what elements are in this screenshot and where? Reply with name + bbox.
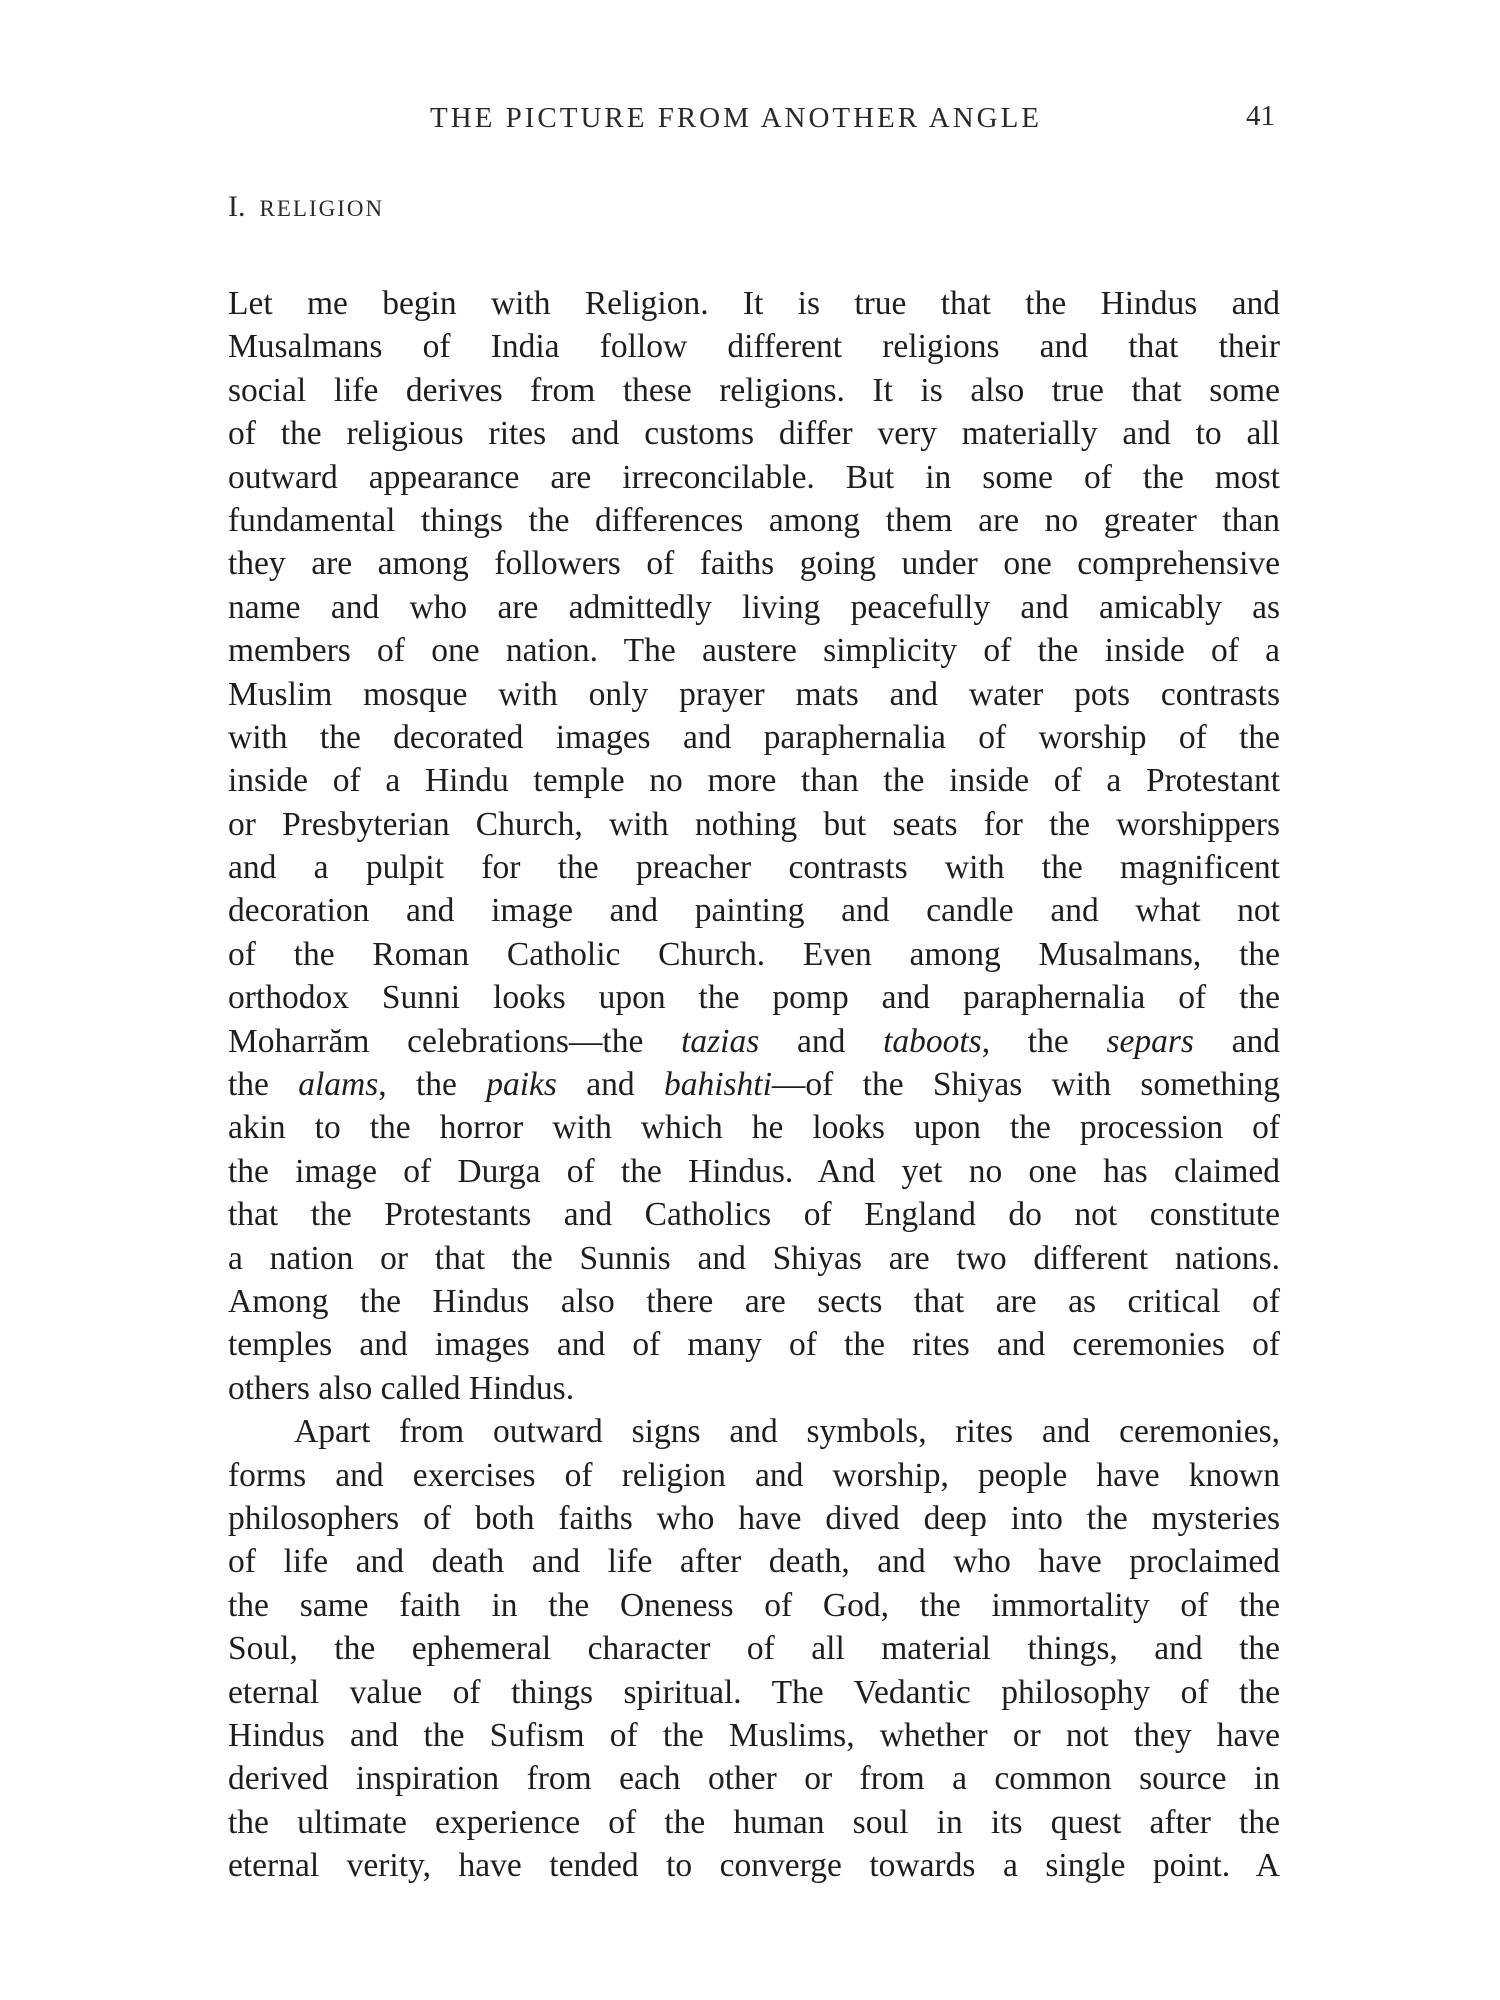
text-segment: akin to the horror with which he looks upon the procession of [228,1109,1280,1147]
text-line [228,1020,1280,1063]
running-head: THE PICTURE FROM ANOTHER ANGLE [430,102,1043,134]
text-segment: social life derives from these religions. It is also true that some [228,371,1280,409]
text-segment: the image of Durga of the Hindus. And yet no one has claimed [228,1152,1280,1190]
text-segment: they are among followers of faiths going under one comprehensive [228,545,1280,583]
text-segment: , the [378,1066,487,1104]
text-segment: members of one nation. The austere simplicity of the inside of a [228,632,1280,670]
italic-term: paiks [486,1066,557,1104]
text-line [228,1801,1280,1844]
text-line [228,325,1280,368]
text-segment: Soul, the ephemeral character of all material things, and the [228,1630,1280,1668]
text-segment: philosophers of both faiths who have dived deep into the mysteries [228,1499,1280,1537]
text-line [228,933,1280,976]
page-number: 41 [1246,100,1275,132]
text-line [228,716,1280,759]
text-segment: orthodox Sunni looks upon the pomp and paraphernalia of the [228,979,1280,1017]
text-line [228,456,1280,499]
text-segment: Hindus and the Sufism of the Muslims, whether or not they have [228,1716,1280,1754]
text-line [228,282,1280,325]
text-segment: eternal value of things spiritual. The Vedantic philosophy of the [228,1673,1280,1711]
section-title: RELIGION [259,196,385,221]
section-number: I. [228,190,246,223]
text-segment: temples and images and of many of the rites and ceremonies of [228,1326,1280,1364]
text-segment: or Presbyterian Church, with nothing but seats for the worshippers [228,805,1280,843]
text-line [228,1454,1280,1497]
italic-term: alams [298,1066,379,1104]
text-line [228,1627,1280,1670]
text-line [228,1063,1280,1106]
text-segment: the same faith in the Oneness of God, the immortality of the [228,1586,1280,1624]
text-segment: Among the Hindus also there are sects that are as critical of [228,1282,1280,1320]
body-text [228,282,1280,1887]
text-segment: a nation or that the Sunnis and Shiyas are two different nations. [228,1239,1280,1277]
text-segment: inside of a Hindu temple no more than the inside of a Protestant [228,762,1280,800]
text-segment: Let me begin with Religion. It is true that the Hindus and [228,285,1280,322]
text-segment: Musalmans of India follow different religions and that their [228,328,1280,366]
text-line [228,1367,1280,1410]
text-line [228,1584,1280,1627]
text-segment: fundamental things the differences among them are no greater than [228,501,1280,539]
text-segment: , the [981,1022,1107,1060]
section-heading [228,190,384,224]
text-segment: the ultimate experience of the human soul in its quest after the [228,1803,1280,1841]
text-line [228,889,1280,932]
text-segment: forms and exercises of religion and worship, people have known [228,1456,1280,1494]
text-line [228,586,1280,629]
text-line [228,1410,1280,1453]
text-segment: derived inspiration from each other or from a common source in [228,1760,1280,1798]
text-line [228,976,1280,1019]
text-line [228,412,1280,455]
text-line [228,1497,1280,1540]
text-segment: and a pulpit for the preacher contrasts with the magnificent [228,849,1280,887]
text-segment: Apart from outward signs and symbols, rites and ceremonies, [294,1413,1280,1451]
text-line [228,1540,1280,1583]
text-segment: of the Roman Catholic Church. Even among Musalmans, the [228,935,1280,973]
text-segment: the [228,1066,299,1104]
text-line [228,369,1280,412]
text-line [228,499,1280,542]
text-line [228,846,1280,889]
text-segment: that the Protestants and Catholics of England do not constitute [228,1196,1280,1234]
text-segment: decoration and image and painting and candle and what not [228,892,1280,930]
text-line [228,759,1280,802]
italic-term: tazias [681,1022,760,1060]
text-line [228,1106,1280,1149]
text-segment: outward appearance are irreconcilable. But in some of the most [228,458,1280,496]
text-segment: and [759,1022,884,1060]
text-segment: Muslim mosque with only prayer mats and water pots contrasts [228,675,1280,713]
text-segment: of life and death and life after death, and who have proclaimed [228,1543,1280,1581]
text-segment: and [556,1066,664,1104]
text-line [228,542,1280,585]
text-line [228,1150,1280,1193]
text-segment: —of the Shiyas with something [771,1066,1280,1104]
text-line [228,1671,1280,1714]
text-line [228,1280,1280,1323]
text-line [228,1757,1280,1800]
text-line [228,673,1280,716]
text-segment: eternal verity, have tended to converge towards a single point. A [228,1847,1280,1885]
text-segment: name and who are admittedly living peacefully and amicably as [228,588,1280,626]
text-segment: and [1193,1022,1280,1060]
text-segment: with the decorated images and paraphernalia of worship of the [228,718,1280,756]
italic-term: taboots [883,1022,982,1060]
text-line [228,1714,1280,1757]
text-segment: of the religious rites and customs differ very materially and to all [228,415,1280,453]
text-line [228,629,1280,672]
italic-term: bahishti [663,1066,772,1104]
text-line [228,1237,1280,1280]
text-segment: Moharrăm celebrations—the [228,1022,682,1060]
text-line [228,1193,1280,1236]
italic-term: separs [1106,1022,1194,1060]
text-segment: others also called Hindus. [228,1369,575,1407]
text-line [228,1323,1280,1366]
text-line [228,803,1280,846]
text-line [228,1844,1280,1887]
